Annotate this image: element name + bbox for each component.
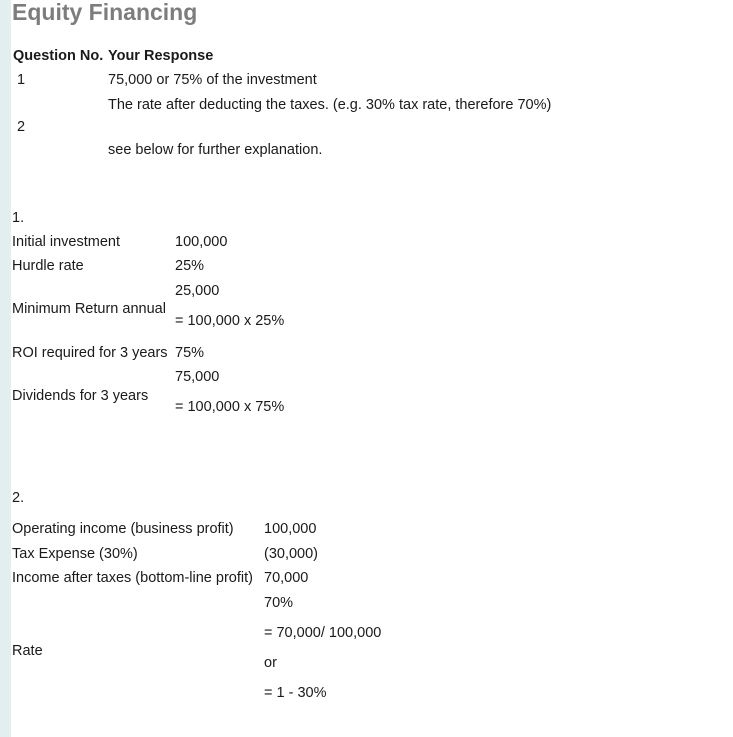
operating-income-label: Operating income (business profit) [12, 521, 234, 537]
section-1-heading: 1. [12, 210, 25, 226]
response-1-line-2: The rate after deducting the taxes. (e.g. 30% tax rate, therefore 70%) [108, 97, 552, 113]
minimum-return-formula: = 100,000 x 25% [175, 313, 285, 329]
rate-formula-1: = 70,000/ 100,000 [264, 625, 382, 641]
hurdle-rate-label: Hurdle rate [12, 258, 84, 274]
question-number-1: 1 [17, 72, 26, 88]
question-number-2: 2 [17, 119, 26, 135]
section-2-heading: 2. [12, 490, 25, 506]
rate-label: Rate [12, 643, 43, 659]
income-after-taxes-label: Income after taxes (bottom-line profit) [12, 570, 253, 586]
income-after-taxes-value: 70,000 [264, 570, 309, 586]
dividends-label: Dividends for 3 years [12, 388, 149, 404]
left-sidebar-strip [0, 0, 11, 737]
roi-required-label: ROI required for 3 years [12, 345, 168, 361]
dividends-formula: = 100,000 x 75% [175, 399, 285, 415]
minimum-return-label: Minimum Return annual [12, 301, 166, 317]
tax-expense-label: Tax Expense (30%) [12, 546, 138, 562]
roi-required-value: 75% [175, 345, 205, 361]
response-1-line-1: 75,000 or 75% of the investment [108, 72, 317, 88]
tax-expense-value: (30,000) [264, 546, 319, 562]
rate-or: or [264, 655, 277, 671]
page-title: Equity Financing [12, 0, 198, 25]
operating-income-value: 100,000 [264, 521, 317, 537]
initial-investment-value: 100,000 [175, 234, 228, 250]
initial-investment-label: Initial investment [12, 234, 120, 250]
header-your-response: Your Response [108, 48, 214, 64]
rate-formula-2: = 1 - 30% [264, 685, 327, 701]
hurdle-rate-value: 25% [175, 258, 205, 274]
response-2-line-1: see below for further explanation. [108, 142, 323, 158]
dividends-value: 75,000 [175, 369, 220, 385]
minimum-return-value: 25,000 [175, 283, 220, 299]
rate-value: 70% [264, 595, 294, 611]
header-question-no: Question No. [13, 48, 104, 64]
